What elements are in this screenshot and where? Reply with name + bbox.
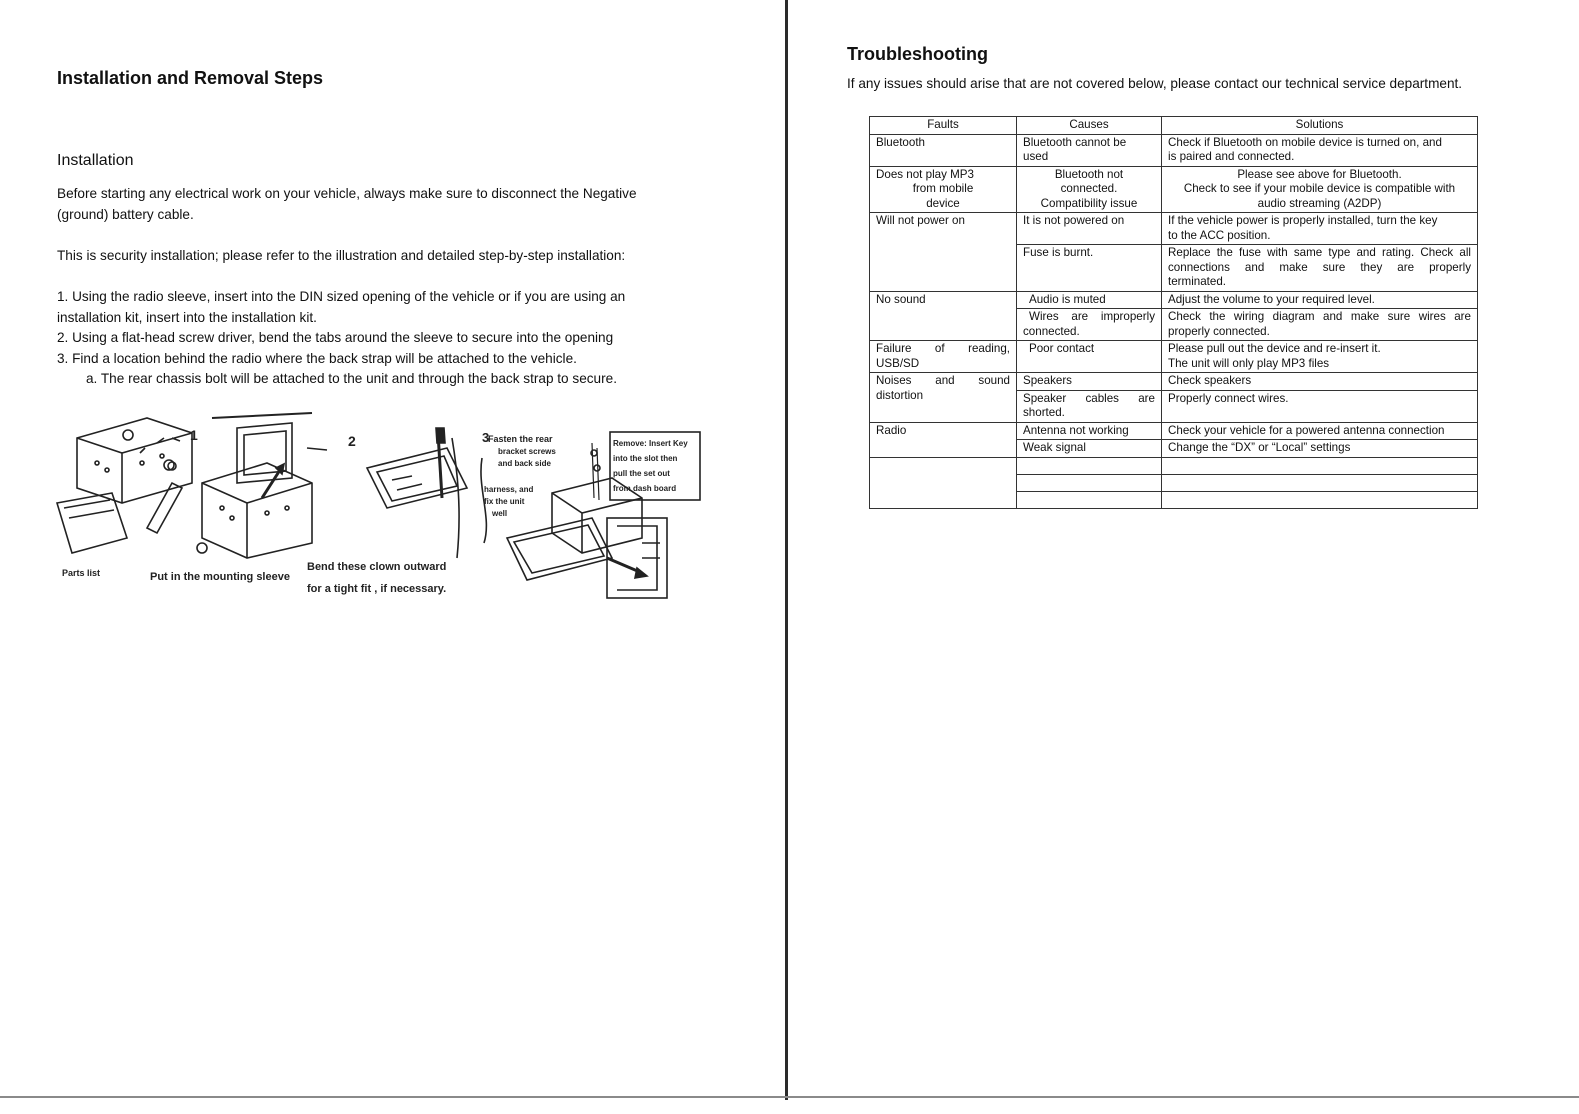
- fault-line: Noises and sound: [876, 374, 1010, 387]
- fasten-label-6: well: [492, 509, 508, 518]
- page-divider: [785, 0, 788, 1100]
- remove-label-box: [610, 432, 700, 500]
- solution-line: The unit will only play MP3 files: [1168, 356, 1330, 370]
- empty-table-row: [870, 457, 1478, 474]
- solution-line: Check the wiring diagram and make sure wires are: [1168, 310, 1471, 323]
- fault-cell: Will not power on: [870, 213, 1017, 292]
- cause-line: Poor contact: [1029, 342, 1095, 355]
- solution-line: If the vehicle power is properly installed, turn the key: [1168, 214, 1438, 227]
- cause-cell: [1017, 166, 1162, 213]
- solution-line: Check if Bluetooth on mobile device is turned on, and: [1168, 135, 1442, 149]
- fault-line: USB/SD: [876, 356, 920, 370]
- header-faults: Faults: [870, 117, 1017, 135]
- remove-label-1: Remove: Insert Key: [613, 439, 688, 448]
- fasten-label-4: harness, and: [484, 485, 534, 494]
- table-row: [870, 213, 1478, 245]
- fault-cell: [870, 373, 1017, 423]
- empty-cell: [1162, 457, 1478, 474]
- battery-warning: [57, 184, 725, 225]
- table-row: [870, 166, 1478, 213]
- troubleshooting-table: [869, 116, 1478, 509]
- solution-line: Check to see if your mobile device is compatible with: [1183, 182, 1456, 195]
- solution-cell: Properly connect wires.: [1162, 390, 1478, 422]
- empty-cell: [1017, 491, 1162, 508]
- fasten-label-2: bracket screws: [498, 447, 556, 456]
- fault-cell: [870, 166, 1017, 213]
- cause-line: Speaker cables are: [1023, 391, 1155, 405]
- solution-cell: Check your vehicle for a powered antenna connection: [1162, 422, 1478, 440]
- solution-line: connections and make sure they are properly: [1168, 260, 1471, 274]
- solution-line: terminated.: [1168, 275, 1226, 288]
- fault-cell: [870, 341, 1017, 373]
- troubleshooting-intro: If any issues should arise that are not covered below, please contact our technical service department.: [847, 76, 1463, 91]
- cause-line: connected.: [1023, 324, 1080, 338]
- solution-line: to the ACC position.: [1168, 228, 1271, 242]
- parts-list-label: Parts list: [62, 568, 101, 578]
- solution-cell: [1162, 245, 1478, 292]
- fasten-label-5: fix the unit: [484, 497, 525, 506]
- solution-cell: Adjust the volume to your required level.: [1162, 291, 1478, 309]
- solution-line: audio streaming (A2DP): [1257, 196, 1382, 210]
- bend-tabs-drawing: [367, 428, 467, 558]
- solution-cell: [1162, 134, 1478, 166]
- header-solutions: Solutions: [1162, 117, 1478, 135]
- table-row: [870, 341, 1478, 373]
- table-row: [870, 291, 1478, 309]
- solution-line: Replace the fuse with same type and rating. Check all: [1168, 246, 1471, 259]
- fasten-label-1: Fasten the rear: [488, 434, 553, 444]
- bend-label-line1: Bend these clown outward: [307, 561, 447, 573]
- page-bottom-rule: [0, 1096, 1579, 1098]
- installation-steps: [57, 287, 725, 390]
- battery-warning-line2: (ground) battery cable.: [57, 206, 194, 222]
- cause-line: Bluetooth not: [1054, 167, 1124, 181]
- fault-line: distortion: [876, 388, 924, 402]
- mounting-sleeve-label: Put in the mounting sleeve: [150, 571, 290, 583]
- cause-cell: Antenna not working: [1017, 422, 1162, 440]
- fault-cell: No sound: [870, 291, 1017, 341]
- step-number-1: 1: [190, 427, 198, 443]
- cause-line: connected.: [1060, 182, 1118, 195]
- cause-line: Audio is muted: [1029, 292, 1106, 306]
- cause-cell: [1017, 390, 1162, 422]
- cause-cell: [1017, 309, 1162, 341]
- solution-line: Please see above for Bluetooth.: [1237, 167, 1402, 181]
- step3: 3. Find a location behind the radio where the back strap will be attached to the vehicle.: [57, 350, 577, 366]
- fault-cell: Radio: [870, 422, 1017, 457]
- fault-line: device: [926, 196, 960, 210]
- empty-cell: [1017, 474, 1162, 491]
- cause-cell: [1017, 341, 1162, 373]
- header-causes: Causes: [1017, 117, 1162, 135]
- solution-cell: [1162, 213, 1478, 245]
- table-row: [870, 373, 1478, 391]
- step1-line1: 1. Using the radio sleeve, insert into the DIN sized opening of the vehicle or if you are using an: [57, 289, 626, 304]
- battery-warning-line1: Before starting any electrical work on your vehicle, always make sure to disconnect the Negative: [57, 186, 637, 201]
- step3a: a. The rear chassis bolt will be attached to the unit and through the back strap to secure.: [86, 371, 617, 386]
- cause-line: Wires are improperly: [1029, 310, 1155, 323]
- cause-line: used: [1023, 150, 1049, 163]
- table-row: [870, 422, 1478, 440]
- table-header-row: [870, 117, 1478, 135]
- installation-subheading: Installation: [57, 152, 134, 169]
- solution-line: is paired and connected.: [1168, 150, 1295, 163]
- fasten-label-3: and back side: [498, 459, 551, 468]
- bend-label-line2: for a tight fit , if necessary.: [307, 583, 447, 595]
- fault-cell: Bluetooth: [870, 134, 1017, 166]
- fault-line: Does not play MP3: [876, 167, 974, 181]
- installation-heading: Installation and Removal Steps: [57, 68, 324, 88]
- step-number-2: 2: [348, 433, 356, 449]
- parts-list-drawing: [57, 418, 192, 553]
- step-number-3: 3: [482, 430, 490, 445]
- cause-cell: Weak signal: [1017, 440, 1162, 458]
- remove-label-4: from dash board: [613, 484, 677, 493]
- remove-label-2: into the slot then: [613, 454, 678, 463]
- step2: 2. Using a flat-head screw driver, bend the tabs around the sleeve to secure into the opening: [57, 330, 614, 345]
- empty-cell: [1162, 491, 1478, 508]
- fault-line: from mobile: [912, 182, 974, 195]
- fault-line: Failure of reading,: [876, 342, 1010, 355]
- solution-cell: [1162, 341, 1478, 373]
- cause-cell: It is not powered on: [1017, 213, 1162, 245]
- step1-line2: installation kit, insert into the installation kit.: [57, 309, 317, 325]
- troubleshooting-title: Troubleshooting: [847, 44, 988, 64]
- solution-line: properly connected.: [1168, 324, 1270, 338]
- solution-cell: [1162, 166, 1478, 213]
- empty-cell: [1162, 474, 1478, 491]
- remove-label-3: pull the set out: [613, 469, 670, 478]
- cause-cell: Speakers: [1017, 373, 1162, 391]
- solution-cell: [1162, 309, 1478, 341]
- solution-line: Please pull out the device and re-insert it.: [1168, 342, 1381, 355]
- solution-cell: Change the “DX” or “Local” settings: [1162, 440, 1478, 458]
- security-intro: This is security installation; please refer to the illustration and detailed step-by-step installation:: [57, 248, 626, 263]
- empty-cell: [1017, 457, 1162, 474]
- solution-cell: Check speakers: [1162, 373, 1478, 391]
- cause-line: Compatibility issue: [1040, 196, 1138, 210]
- table-row: [870, 134, 1478, 166]
- installation-illustration: [52, 408, 702, 603]
- empty-cell: [870, 457, 1017, 508]
- cause-cell: [1017, 134, 1162, 166]
- cause-line: shorted.: [1023, 406, 1065, 419]
- cause-cell: Fuse is burnt.: [1017, 245, 1162, 292]
- cause-cell: [1017, 291, 1162, 309]
- cause-line: Bluetooth cannot be: [1023, 135, 1127, 149]
